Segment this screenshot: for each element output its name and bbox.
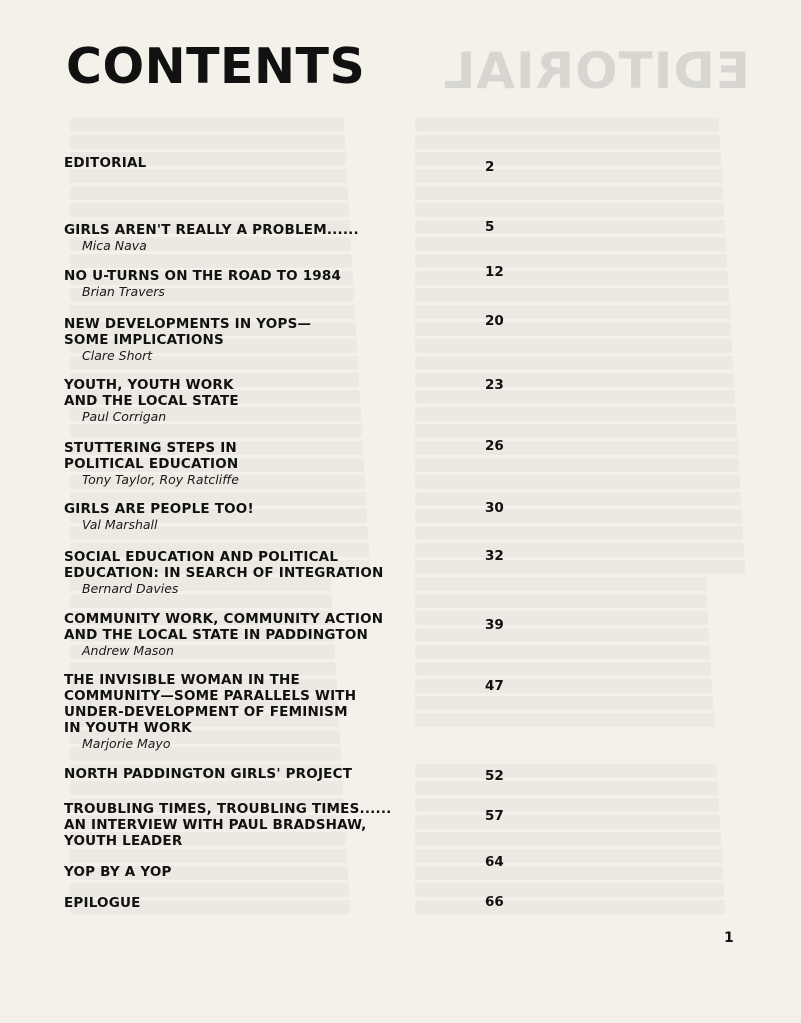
show-through-line bbox=[415, 254, 727, 268]
entry-title: NO U-TURNS ON THE ROAD TO 1984 bbox=[64, 268, 342, 284]
show-through-line bbox=[70, 186, 348, 200]
entry-title: NORTH PADDINGTON GIRLS' PROJECT bbox=[64, 766, 353, 782]
entry-title: YOP BY A YOP bbox=[64, 864, 172, 880]
entry-author: Tony Taylor, Roy Ratcliffe bbox=[82, 472, 239, 487]
entry-author: Brian Travers bbox=[82, 284, 165, 299]
entry-title: SOCIAL EDUCATION AND POLITICAL EDUCATION: IN SEARCH OF INTEGRATION bbox=[64, 549, 384, 581]
page-number: 1 bbox=[724, 930, 734, 946]
toc-entry-epilogue bbox=[64, 895, 514, 911]
toc-entry-north-paddington bbox=[64, 766, 514, 782]
entry-page-number: 47 bbox=[485, 678, 504, 694]
entry-page-number: 2 bbox=[485, 159, 495, 175]
entry-title: EPILOGUE bbox=[64, 895, 141, 911]
entry-title: EDITORIAL bbox=[64, 155, 147, 171]
show-through-line bbox=[415, 781, 718, 795]
show-through-line bbox=[70, 424, 362, 438]
entry-title: YOUTH, YOUTH WORK AND THE LOCAL STATE bbox=[64, 377, 239, 409]
entry-title: NEW DEVELOPMENTS IN YOPS— SOME IMPLICATIONS bbox=[64, 316, 312, 348]
entry-author: Mica Nava bbox=[82, 238, 147, 253]
show-through-line bbox=[70, 849, 347, 863]
entry-page-number: 52 bbox=[485, 768, 504, 784]
entry-author: Paul Corrigan bbox=[82, 409, 167, 424]
show-through-line bbox=[70, 135, 345, 149]
show-through-line bbox=[70, 254, 352, 268]
entry-title: TROUBLING TIMES, TROUBLING TIMES...... AN INTERVIEW WITH PAUL BRADSHAW, YOUTH LEADER bbox=[64, 801, 392, 849]
entry-page-number: 20 bbox=[485, 313, 504, 329]
show-through-line bbox=[70, 781, 343, 795]
entry-page-number: 30 bbox=[485, 500, 504, 516]
show-through-heading: EDITORIAL bbox=[442, 42, 750, 100]
toc-entry-yop-by-a-yop bbox=[64, 864, 514, 880]
entry-title: COMMUNITY WORK, COMMUNITY ACTION AND THE LOCAL STATE IN PADDINGTON bbox=[64, 611, 384, 643]
entry-author: Bernard Davies bbox=[82, 581, 179, 596]
entry-author: Clare Short bbox=[82, 348, 153, 363]
toc-entry-social-education bbox=[64, 549, 514, 596]
entry-page-number: 12 bbox=[485, 264, 504, 280]
entry-author: Val Marshall bbox=[82, 517, 158, 532]
show-through-line bbox=[415, 135, 720, 149]
show-through-line bbox=[70, 203, 349, 217]
show-through-line bbox=[415, 118, 719, 132]
entry-title: GIRLS ARE PEOPLE TOO! bbox=[64, 501, 254, 517]
toc-entry-girls-arent-a-problem bbox=[64, 222, 514, 253]
entry-title: STUTTERING STEPS IN POLITICAL EDUCATION bbox=[64, 440, 239, 472]
toc-entry-troubling-times bbox=[64, 801, 514, 849]
entry-page-number: 32 bbox=[485, 548, 504, 564]
toc-entry-girls-are-people-too bbox=[64, 501, 514, 532]
show-through-line bbox=[415, 169, 722, 183]
entry-title: THE INVISIBLE WOMAN IN THE COMMUNITY—SOME PARALLELS WITH UNDER-DEVELOPMENT OF FEMINISM IN YOUTH WORK bbox=[64, 672, 357, 736]
toc-entry-new-developments-in-yops bbox=[64, 316, 514, 363]
entry-page-number: 5 bbox=[485, 219, 495, 235]
show-through-line bbox=[415, 424, 737, 438]
entry-page-number: 66 bbox=[485, 894, 504, 910]
entry-page-number: 26 bbox=[485, 438, 504, 454]
entry-page-number: 23 bbox=[485, 377, 504, 393]
toc-entry-youth-youth-work bbox=[64, 377, 514, 424]
entry-author: Andrew Mason bbox=[82, 643, 174, 658]
toc-entry-invisible-woman bbox=[64, 672, 514, 751]
show-through-line bbox=[70, 169, 347, 183]
show-through-line bbox=[415, 594, 707, 608]
page-title: CONTENTS bbox=[66, 38, 366, 95]
entry-author: Marjorie Mayo bbox=[82, 736, 171, 751]
show-through-line bbox=[415, 186, 723, 200]
toc-entry-no-u-turns bbox=[64, 268, 514, 299]
entry-page-number: 39 bbox=[485, 617, 504, 633]
show-through-line bbox=[70, 118, 344, 132]
entry-page-number: 57 bbox=[485, 808, 504, 824]
toc-entry-community-work bbox=[64, 611, 514, 658]
show-through-line bbox=[415, 849, 722, 863]
entry-page-number: 64 bbox=[485, 854, 504, 870]
entry-title: GIRLS AREN'T REALLY A PROBLEM...... bbox=[64, 222, 359, 238]
show-through-line bbox=[415, 203, 724, 217]
toc-entry-editorial bbox=[64, 155, 514, 171]
toc-entry-stuttering-steps bbox=[64, 440, 514, 487]
show-through-line bbox=[70, 594, 332, 608]
